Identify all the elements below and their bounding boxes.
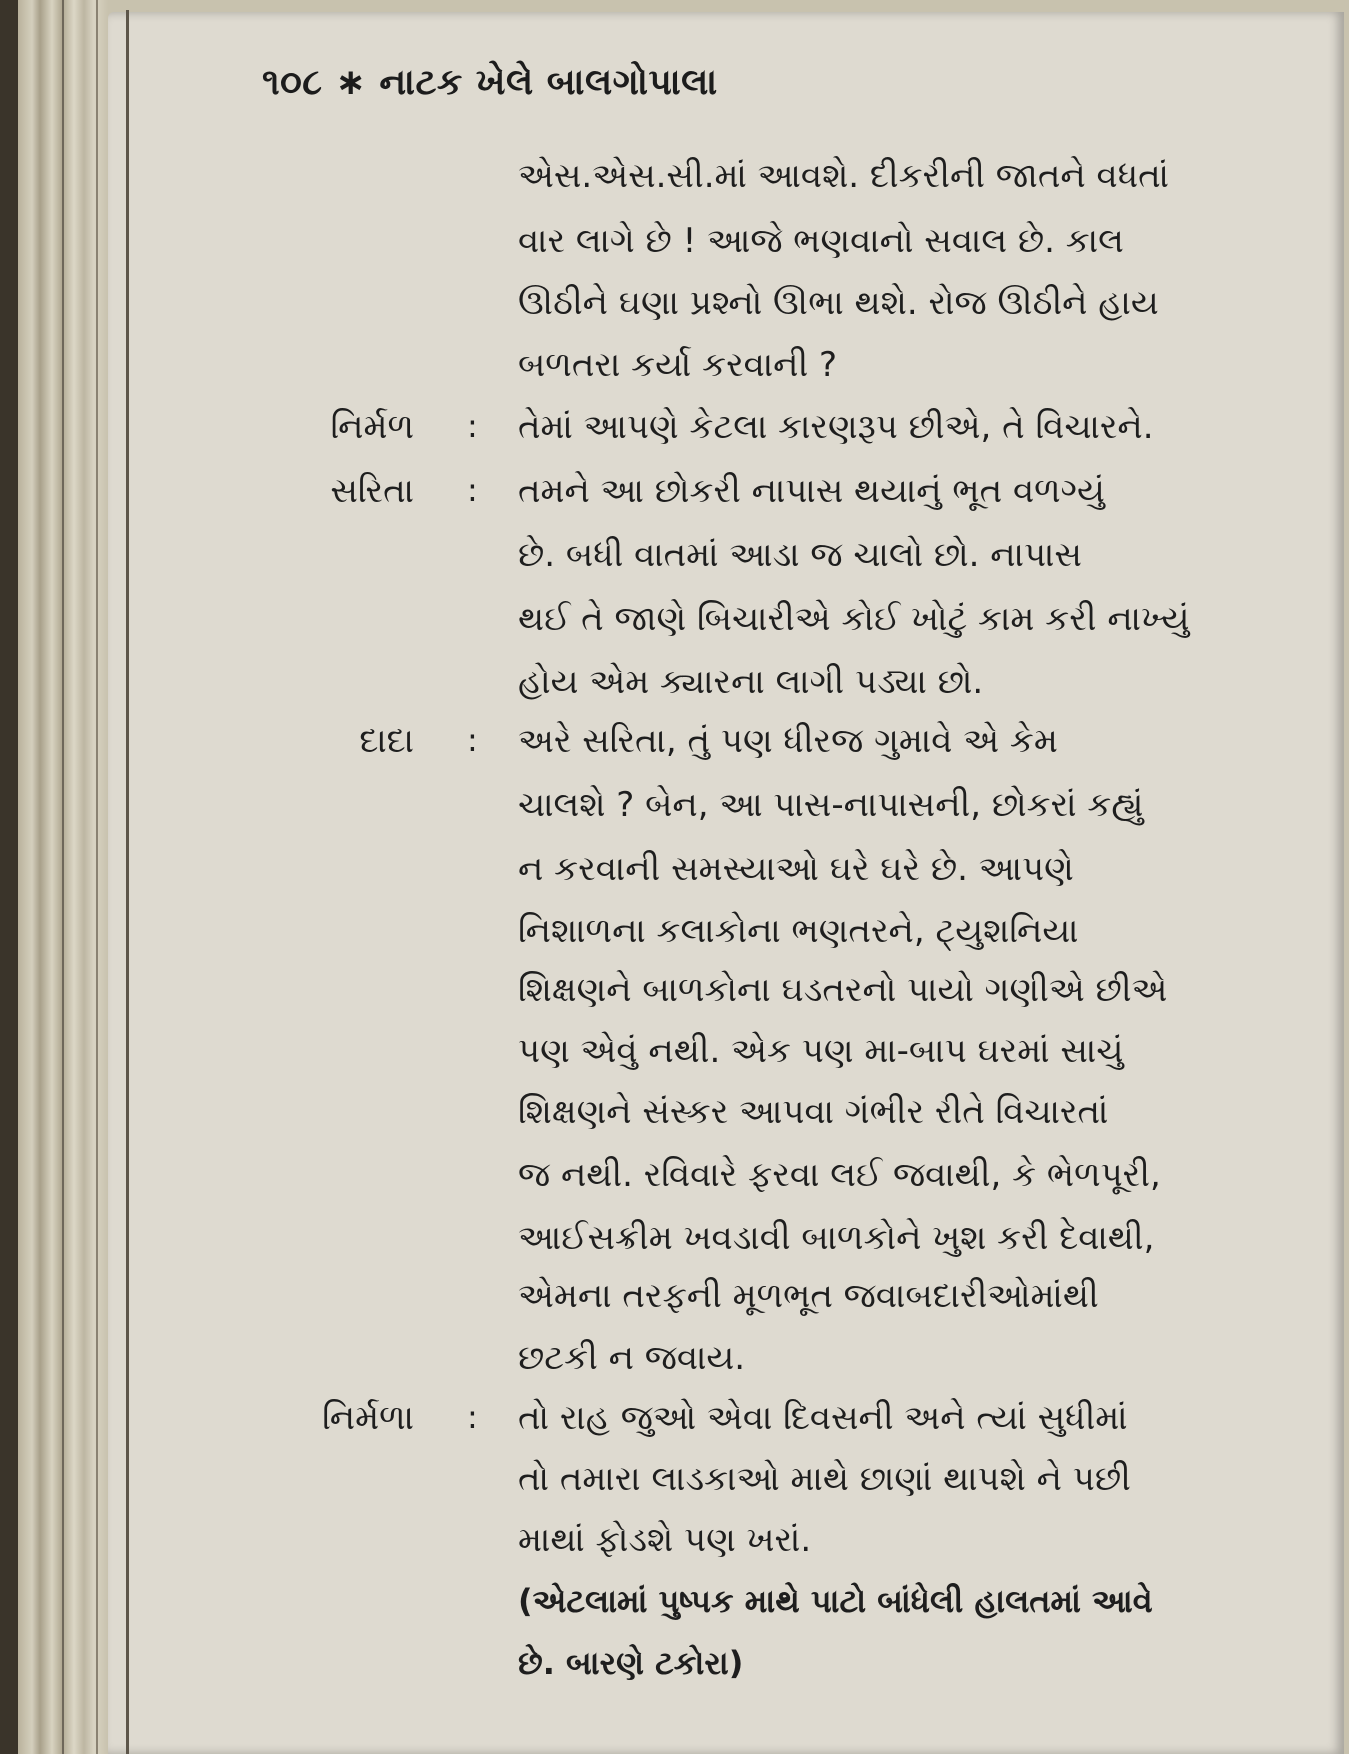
- dialogue-line: છે. બધી વાતમાં આડા જ ચાલો છો. નાપાસ: [518, 535, 1082, 575]
- dialogue-line: ન કરવાની સમસ્યાઓ ઘરે ઘરે છે. આપણે: [518, 849, 1074, 889]
- dialogue-line: આઈસક્રીમ ખવડાવી બાળકોને ખુશ કરી દેવાથી,: [518, 1218, 1155, 1258]
- dialogue-line: તો તમારા લાડકાઓ માથે છાણાં થાપશે ને પછી: [518, 1459, 1131, 1499]
- speaker-colon: :: [467, 1398, 478, 1436]
- dialogue-line: તેમાં આપણે કેટલા કારણરૂપ છીએ, તે વિચારને.: [518, 407, 1154, 447]
- running-header: ૧૦૮ ∗ નાટક ખેલે બાલગોપાલા: [262, 62, 718, 103]
- dialogue-line: શિક્ષણને સંસ્કર આપવા ગંભીર રીતે વિચારતાં: [518, 1092, 1109, 1132]
- dialogue-line: તમને આ છોકરી નાપાસ થયાનું ભૂત વળગ્યું: [518, 471, 1105, 511]
- speaker-name: દાદા: [359, 721, 414, 761]
- page-edge-line: [62, 0, 64, 1754]
- dialogue-line: પણ એવું નથી. એક પણ મા-બાપ ઘરમાં સાચું: [518, 1031, 1124, 1071]
- dialogue-line: છટકી ન જવાય.: [518, 1338, 746, 1378]
- stage-direction-line: (એટલામાં પુષ્પક માથે પાટો બાંધેલી હાલતમાં આવે: [518, 1582, 1153, 1620]
- speaker-name: નિર્મળા: [322, 1398, 414, 1438]
- continuation-line: વાર લાગે છે ! આજે ભણવાનો સવાલ છે. કાલ: [518, 221, 1124, 261]
- page-edge-line: [126, 10, 129, 1754]
- speaker-colon: :: [467, 471, 478, 509]
- dialogue-line: થઈ તે જાણે બિચારીએ કોઈ ખોટું કામ કરી નાખ્યું: [518, 599, 1190, 639]
- speaker-name: સરિતા: [330, 471, 414, 511]
- stage-direction-line: છે. બારણે ટકોરા): [518, 1644, 744, 1682]
- speaker-colon: :: [467, 721, 478, 759]
- dialogue-line: ચાલશે ? બેન, આ પાસ-નાપાસની, છોકરાં કહ્યું: [518, 785, 1144, 825]
- continuation-line: ઊઠીને ઘણા પ્રશ્નો ઊભા થશે. રોજ ઊઠીને હાય: [518, 283, 1159, 323]
- speaker-name: નિર્મળ: [330, 407, 414, 447]
- page-edge-line: [96, 0, 98, 1754]
- speaker-colon: :: [467, 407, 478, 445]
- dialogue-line: માથાં ફોડશે પણ ખરાં.: [518, 1520, 812, 1560]
- dialogue-line: એમના તરફની મૂળભૂત જવાબદારીઓમાંથી: [518, 1276, 1099, 1316]
- dialogue-line: અરે સરિતા, તું પણ ધીરજ ગુમાવે એ કેમ: [518, 721, 1058, 761]
- continuation-line: એસ.એસ.સી.માં આવશે. દીકરીની જાતને વધતાં: [518, 156, 1169, 196]
- dialogue-line: શિક્ષણને બાળકોના ઘડતરનો પાયો ગણીએ છીએ: [518, 970, 1168, 1010]
- dialogue-line: તો રાહ જુઓ એવા દિવસની અને ત્યાં સુધીમાં: [518, 1398, 1128, 1438]
- dialogue-line: જ નથી. રવિવારે ફરવા લઈ જવાથી, કે ભેળપૂરી,: [518, 1155, 1161, 1195]
- dialogue-line: હોય એમ ક્યારના લાગી પડ્યા છો.: [518, 662, 984, 702]
- continuation-line: બળતરા કર્યા કરવાની ?: [518, 345, 838, 385]
- dialogue-line: નિશાળના કલાકોના ભણતરને, ટ્યુશનિયા: [518, 911, 1079, 951]
